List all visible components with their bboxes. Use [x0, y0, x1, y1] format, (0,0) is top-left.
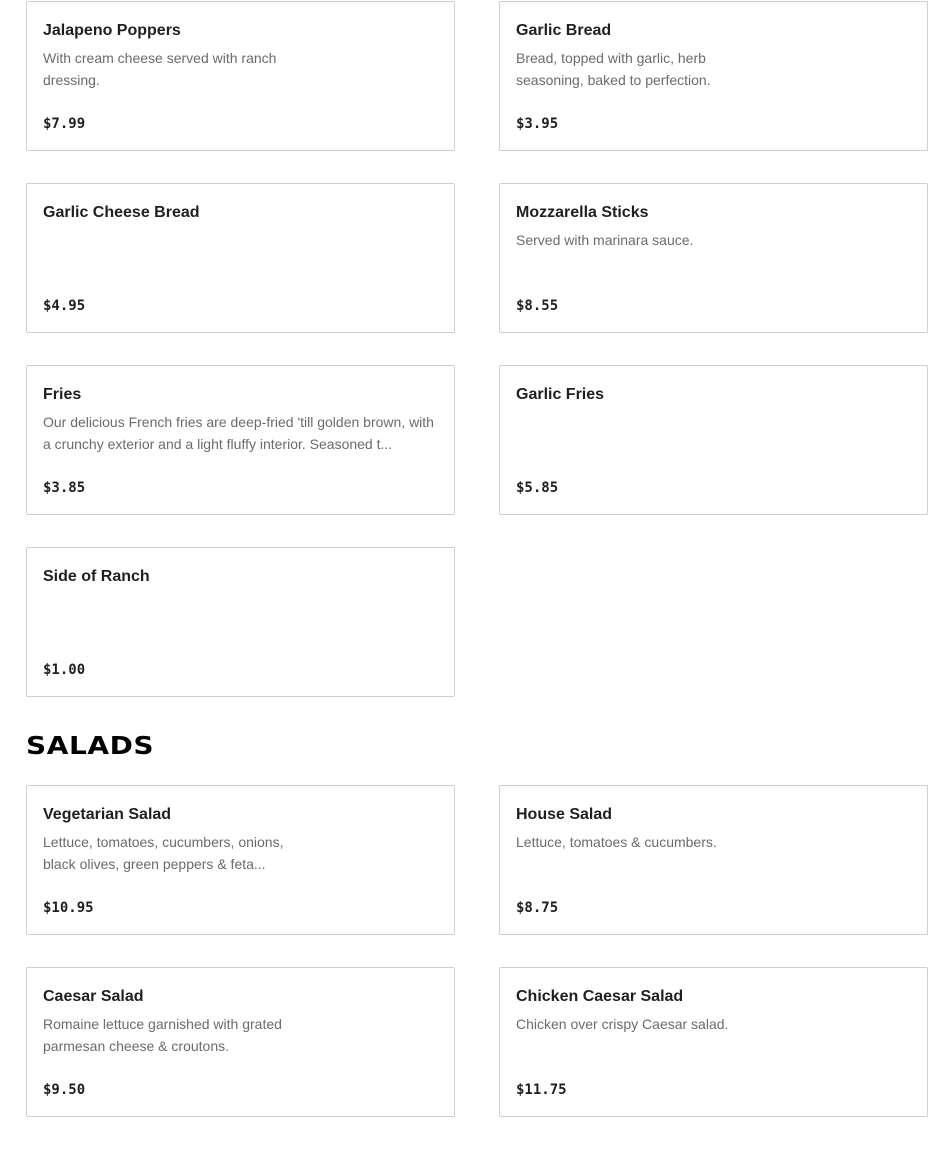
menu-item-description: Bread, topped with garlic, herb seasoning, baked to perfection.	[516, 50, 711, 88]
menu-item-card[interactable]	[499, 183, 928, 333]
menu-item-price: $5.85	[516, 480, 559, 496]
menu-item-price: $7.99	[43, 116, 86, 132]
menu-item-price: $4.95	[43, 298, 86, 314]
menu-item-price: $3.95	[516, 116, 559, 132]
salads-menu-grid	[26, 785, 928, 1117]
menu-item-description: Served with marinara sauce.	[516, 232, 694, 248]
sides-menu-grid	[26, 1, 928, 697]
menu-item-card[interactable]	[26, 1, 455, 151]
menu-item-description: With cream cheese served with ranch dressing.	[43, 50, 277, 88]
menu-item-card[interactable]	[26, 547, 455, 697]
menu-item-card[interactable]	[499, 365, 928, 515]
menu-item-price: $10.95	[43, 900, 94, 916]
menu-item-name: Side of Ranch	[43, 568, 150, 585]
menu-item-description: Lettuce, tomatoes & cucumbers.	[516, 834, 717, 850]
section-title-salads: SALADS	[26, 731, 155, 760]
menu-item-name: Garlic Cheese Bread	[43, 204, 200, 221]
menu-item-card[interactable]	[26, 365, 455, 515]
menu-item-price: $11.75	[516, 1082, 567, 1098]
menu-item-card[interactable]	[499, 785, 928, 935]
menu-item-name: Garlic Bread	[516, 22, 612, 39]
menu-item-name: Chicken Caesar Salad	[516, 988, 684, 1005]
menu-item-card[interactable]	[26, 785, 455, 935]
menu-item-name: Caesar Salad	[43, 988, 144, 1005]
menu-item-description: Lettuce, tomatoes, cucumbers, onions, black olives, green peppers & feta...	[43, 834, 284, 872]
menu-item-name: House Salad	[516, 806, 613, 823]
menu-item-name: Jalapeno Poppers	[43, 22, 181, 39]
menu-item-price: $8.55	[516, 298, 559, 314]
menu-item-name: Mozzarella Sticks	[516, 204, 649, 221]
menu-item-card[interactable]	[26, 967, 455, 1117]
menu-item-description: Chicken over crispy Caesar salad.	[516, 1016, 729, 1032]
menu-item-card[interactable]	[499, 967, 928, 1117]
menu-item-price: $3.85	[43, 480, 86, 496]
menu-item-card[interactable]	[26, 183, 455, 333]
menu-item-description: Romaine lettuce garnished with grated parmesan cheese & croutons.	[43, 1016, 282, 1054]
menu-item-description: Our delicious French fries are deep-fried 'till golden brown, with a crunchy exterior and a light fluffy interior. Seasoned t...	[43, 414, 434, 452]
menu-item-name: Vegetarian Salad	[43, 806, 172, 823]
menu-item-price: $8.75	[516, 900, 559, 916]
menu-item-name: Garlic Fries	[516, 386, 605, 403]
menu-item-name: Fries	[43, 386, 82, 403]
menu-item-card[interactable]	[499, 1, 928, 151]
menu-item-price: $1.00	[43, 662, 86, 678]
menu-item-price: $9.50	[43, 1082, 86, 1098]
